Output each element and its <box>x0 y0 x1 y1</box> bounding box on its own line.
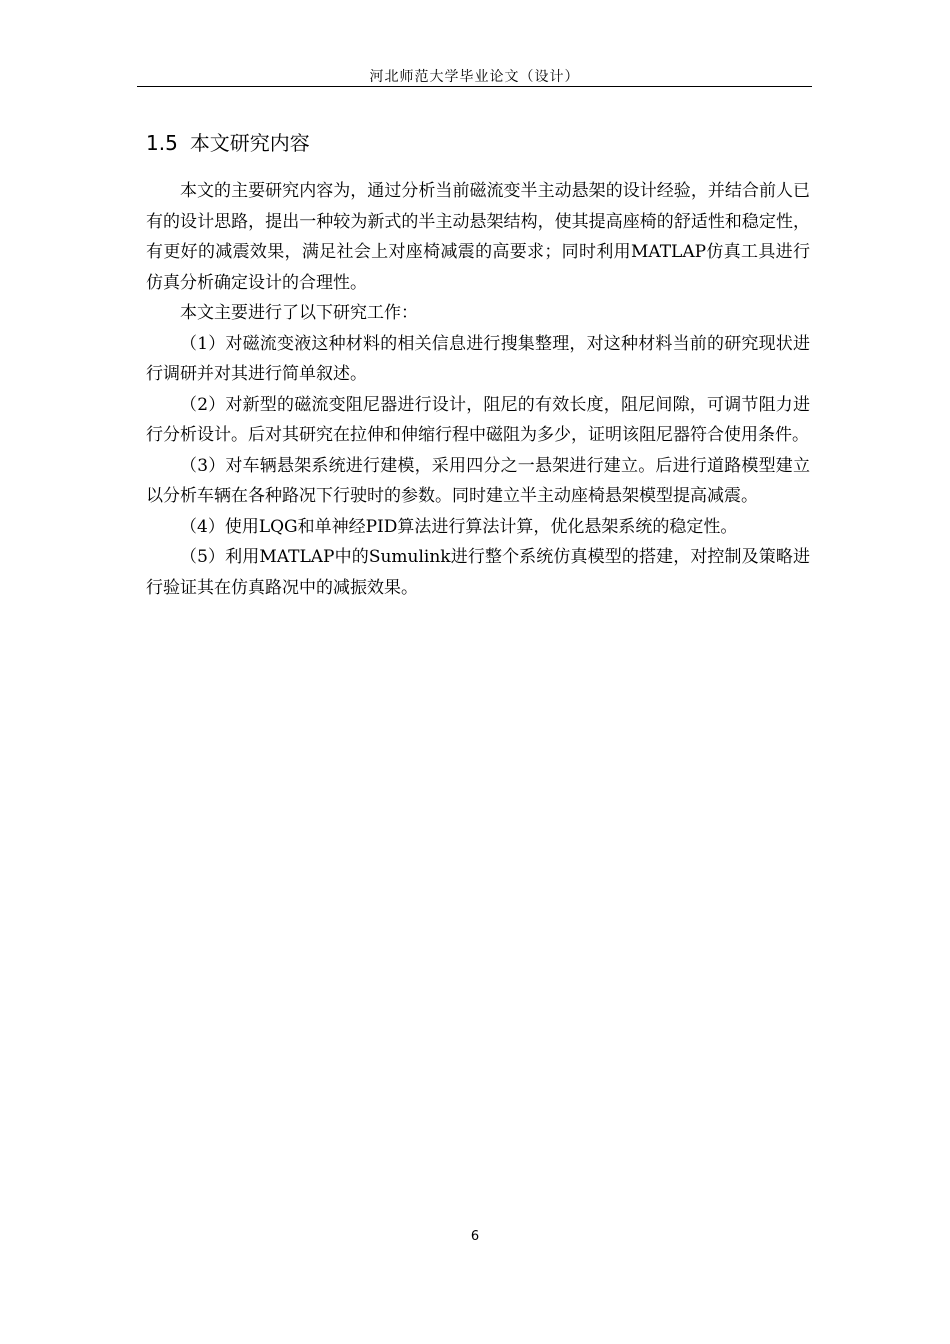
list-item-2: （2）对新型的磁流变阻尼器进行设计，阻尼的有效长度，阻尼间隙，可调节阻力进行分析设计。后对其研究在拉伸和伸缩行程中磁阻为多少，证明该阻尼器符合使用条件。 <box>146 394 810 445</box>
list-item-3: （3）对车辆悬架系统进行建模，采用四分之一悬架进行建立。后进行道路模型建立以分析车辆在各种路况下行驶时的参数。同时建立半主动座椅悬架模型提高减震。 <box>146 455 810 506</box>
list-item-4: （4）使用LQG和单神经PID算法进行算法计算，优化悬架系统的稳定性。 <box>180 516 738 537</box>
list-item-1: （1）对磁流变液这种材料的相关信息进行搜集整理，对这种材料当前的研究现状进行调研并对其进行简单叙述。 <box>146 333 810 384</box>
section-number: 1.5 <box>146 131 178 155</box>
section-title: 本文研究内容 <box>189 131 310 155</box>
header-divider <box>137 86 812 87</box>
running-header: 河北师范大学毕业论文（设计） <box>369 69 580 85</box>
list-item-5: （5）利用MATLAP中的Sumulink进行整个系统仿真模型的搭建，对控制及策略进行验证其在仿真路况中的减振效果。 <box>146 547 810 598</box>
page-number: 6 <box>470 1229 480 1244</box>
paragraph-intro: 本文的主要研究内容为，通过分析当前磁流变半主动悬架的设计经验，并结合前人已有的设计思路，提出一种较为新式的半主动悬架结构，使其提高座椅的舒适性和稳定性，有更好的减震效果，满足社会上对座椅减震的高要求；同时利用MATLAP仿真工具进行仿真分析确定设计的合理性。 <box>146 181 810 293</box>
paragraph-work-list-intro: 本文主要进行了以下研究工作： <box>180 303 418 323</box>
body-text <box>146 176 810 603</box>
section-heading <box>146 128 310 158</box>
